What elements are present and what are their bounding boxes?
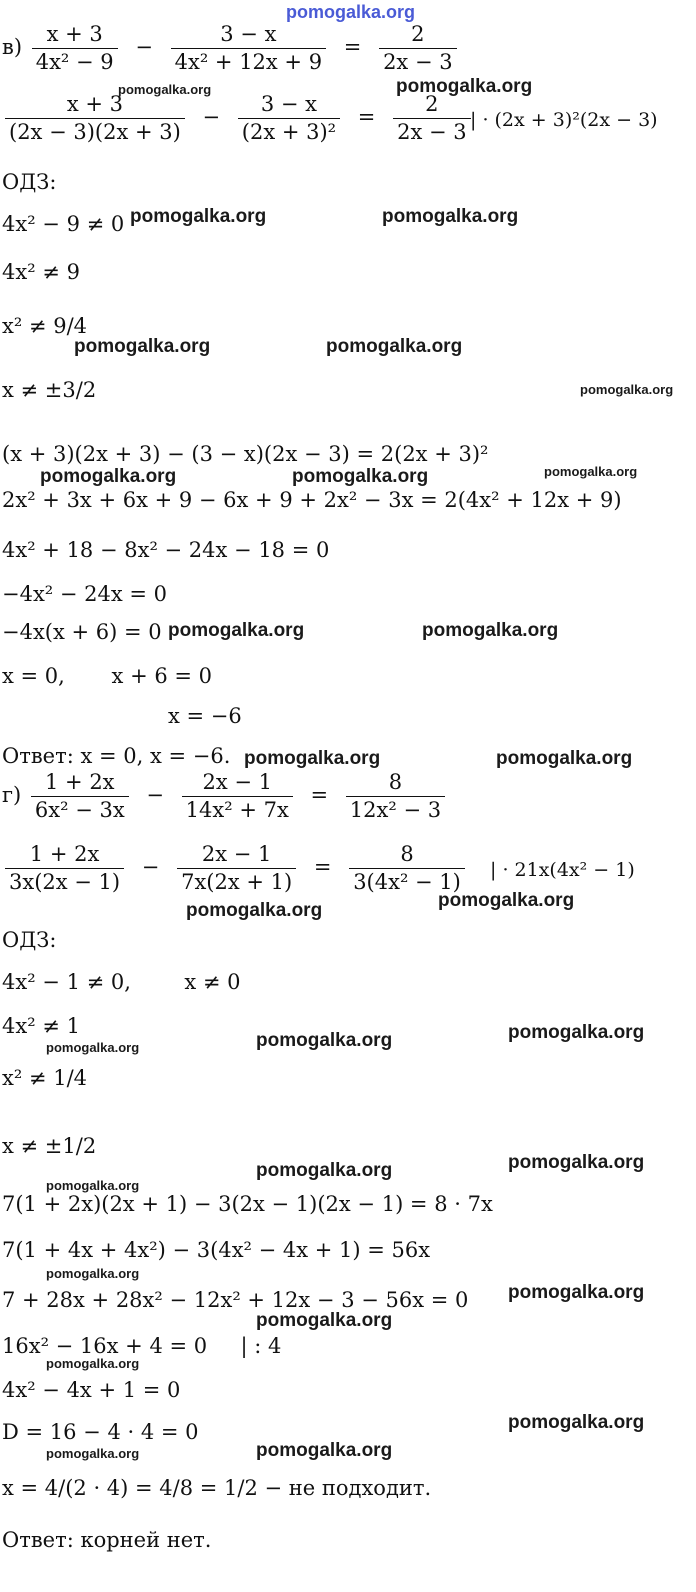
watermark: pomogalka.org bbox=[508, 1022, 645, 1043]
fraction bbox=[238, 94, 340, 143]
watermark: pomogalka.org bbox=[46, 1178, 140, 1193]
odz-label: ОДЗ: bbox=[2, 928, 57, 952]
odz-line: x² ≠ 9/4 bbox=[2, 314, 88, 338]
step-line: 2x² + 3x + 6x + 9 − 6x + 9 + 2x² − 3x = 2(4x² + 12x + 9) bbox=[2, 488, 622, 512]
numerator: 1 + 2x bbox=[29, 842, 100, 866]
watermark: pomogalka.org bbox=[508, 1282, 645, 1303]
step-line: x = 4/(2 · 4) = 4/8 = 1/2 − не подходит. bbox=[2, 1476, 432, 1500]
denominator: 4x² − 9 bbox=[32, 48, 118, 73]
fraction bbox=[393, 94, 471, 143]
denominator: 3(4x² − 1) bbox=[349, 868, 465, 893]
odz-line: x ≠ ±1/2 bbox=[2, 1134, 97, 1158]
step-line: 16x² − 16x + 4 = 0 | : 4 bbox=[2, 1334, 282, 1358]
step-line: 7 + 28x + 28x² − 12x² + 12x − 3 − 56x = 0 bbox=[2, 1288, 469, 1312]
numerator: 3 − x bbox=[220, 22, 277, 46]
denominator: 14x² + 7x bbox=[182, 796, 293, 821]
watermark: pomogalka.org bbox=[186, 900, 323, 921]
denominator: 2x − 3 bbox=[379, 48, 457, 73]
watermark: pomogalka.org bbox=[580, 382, 674, 397]
numerator: 2 bbox=[411, 22, 425, 46]
numerator: 1 + 2x bbox=[45, 770, 115, 794]
denominator: (2x − 3)(2x + 3) bbox=[5, 118, 185, 143]
fraction bbox=[379, 24, 457, 73]
fraction bbox=[31, 772, 129, 821]
watermark: pomogalka.org bbox=[118, 82, 212, 97]
watermark: pomogalka.org bbox=[256, 1310, 393, 1331]
watermark: pomogalka.org bbox=[168, 620, 305, 641]
step-line: −4x(x + 6) = 0 bbox=[2, 620, 162, 644]
step-line: 4x² − 4x + 1 = 0 bbox=[2, 1378, 181, 1402]
watermark: pomogalka.org bbox=[326, 336, 463, 357]
step-line: 7(1 + 4x + 4x²) − 3(4x² − 4x + 1) = 56x bbox=[2, 1238, 431, 1262]
step-line: 4x² + 18 − 8x² − 24x − 18 = 0 bbox=[2, 538, 330, 562]
watermark: pomogalka.org bbox=[130, 206, 267, 227]
numerator: 2x − 1 bbox=[201, 842, 272, 866]
watermark: pomogalka.org bbox=[544, 464, 638, 479]
watermark: pomogalka.org bbox=[46, 1040, 140, 1055]
watermark: pomogalka.org bbox=[382, 206, 519, 227]
step-line: −4x² − 24x = 0 bbox=[2, 582, 168, 606]
watermark: pomogalka.org bbox=[40, 466, 177, 487]
fraction bbox=[177, 844, 296, 893]
watermark: pomogalka.org bbox=[422, 620, 559, 641]
watermark: pomogalka.org bbox=[496, 748, 633, 769]
watermark: pomogalka.org bbox=[244, 748, 381, 769]
denominator: 3x(2x − 1) bbox=[5, 868, 124, 893]
fraction bbox=[5, 94, 185, 143]
odz-line: 4x² ≠ 1 bbox=[2, 1014, 80, 1038]
equation-g-factored: $\frac{1 + 2x}{3x(2x - 1)}$ − $\frac{2x - 1}{7x(2x + 1)}$ = $\frac{8}{\text{3(4x² − 1)}}$ bbox=[2, 844, 468, 893]
watermark: pomogalka.org bbox=[256, 1440, 393, 1461]
fraction bbox=[5, 844, 124, 893]
fraction bbox=[32, 24, 118, 73]
denominator: 2x − 3 bbox=[393, 118, 471, 143]
numerator: x + 3 bbox=[46, 22, 103, 46]
watermark: pomogalka.org bbox=[256, 1160, 393, 1181]
watermark: pomogalka.org bbox=[292, 466, 429, 487]
numerator: 3 − x bbox=[260, 92, 318, 116]
step-line: (x + 3)(2x + 3) − (3 − x)(2x − 3) = 2(2x + 3)² bbox=[2, 442, 489, 466]
watermark: pomogalka.org bbox=[46, 1356, 140, 1371]
denominator: 7x(2x + 1) bbox=[177, 868, 296, 893]
multiplier-g: | · 21x(4x² − 1) bbox=[490, 859, 635, 881]
equation-v-original: в) $\frac{x + 3}{\text{4x² − 9}}$ − $\frac{3 - x}{\text{4x² + 12x + 9}}$ = $\frac{2}{2x - 3}$ bbox=[2, 24, 460, 73]
watermark: pomogalka.org bbox=[46, 1266, 140, 1281]
numerator: 8 bbox=[388, 770, 403, 794]
odz-line: x ≠ ±3/2 bbox=[2, 378, 97, 402]
numerator: 2 bbox=[425, 92, 439, 116]
denominator: 6x² − 3x bbox=[31, 796, 129, 821]
step-line: x = 0, x + 6 = 0 bbox=[2, 664, 213, 688]
odz-line: 4x² ≠ 9 bbox=[2, 260, 80, 284]
multiplier-v: | · (2x + 3)²(2x − 3) bbox=[470, 109, 658, 131]
odz-label: ОДЗ: bbox=[2, 170, 57, 194]
part-label-v: в) bbox=[2, 35, 23, 59]
denominator: 12x² − 3 bbox=[346, 796, 445, 821]
watermark: pomogalka.org bbox=[74, 336, 211, 357]
fraction bbox=[346, 772, 445, 821]
step-line: x = −6 bbox=[168, 704, 242, 728]
watermark: pomogalka.org bbox=[396, 76, 533, 97]
odz-line: 4x² − 1 ≠ 0, x ≠ 0 bbox=[2, 970, 241, 994]
watermark: pomogalka.org bbox=[438, 890, 575, 911]
numerator: 8 bbox=[400, 842, 414, 866]
step-line: 7(1 + 2x)(2x + 1) − 3(2x − 1)(2x − 1) = 8 · 7x bbox=[2, 1192, 493, 1216]
fraction bbox=[182, 772, 293, 821]
watermark: pomogalka.org bbox=[508, 1412, 645, 1433]
answer-v: Ответ: x = 0, x = −6. bbox=[2, 744, 231, 768]
numerator: 2x − 1 bbox=[202, 770, 272, 794]
step-line: D = 16 − 4 · 4 = 0 bbox=[2, 1420, 199, 1444]
watermark: pomogalka.org bbox=[508, 1152, 645, 1173]
odz-line: x² ≠ 1/4 bbox=[2, 1066, 88, 1090]
fraction bbox=[349, 844, 465, 893]
odz-line: 4x² − 9 ≠ 0 bbox=[2, 212, 125, 236]
denominator: (2x + 3)² bbox=[238, 118, 340, 143]
equation-v-factored: $\frac{x + 3}{(2x - 3)(2x + 3)}$ − $\frac{3 - x}{\text{(2x + 3)²}}$ = $\frac{2}{2x - 3}$ bbox=[2, 94, 474, 143]
watermark: pomogalka.org bbox=[256, 1030, 393, 1051]
fraction bbox=[171, 24, 326, 73]
part-label-g: г) bbox=[2, 783, 22, 807]
watermark: pomogalka.org bbox=[46, 1446, 140, 1461]
equation-g-original: г) $\frac{1 + 2x}{\text{6x² − 3x}}$ − $\frac{2x - 1}{\text{14x² + 7x}}$ = $\frac{8}{\text{12x² − 3}}$ bbox=[2, 772, 448, 821]
numerator: x + 3 bbox=[66, 92, 123, 116]
denominator: 4x² + 12x + 9 bbox=[171, 48, 326, 73]
answer-g: Ответ: корней нет. bbox=[2, 1528, 212, 1552]
watermark: pomogalka.org bbox=[286, 2, 416, 22]
